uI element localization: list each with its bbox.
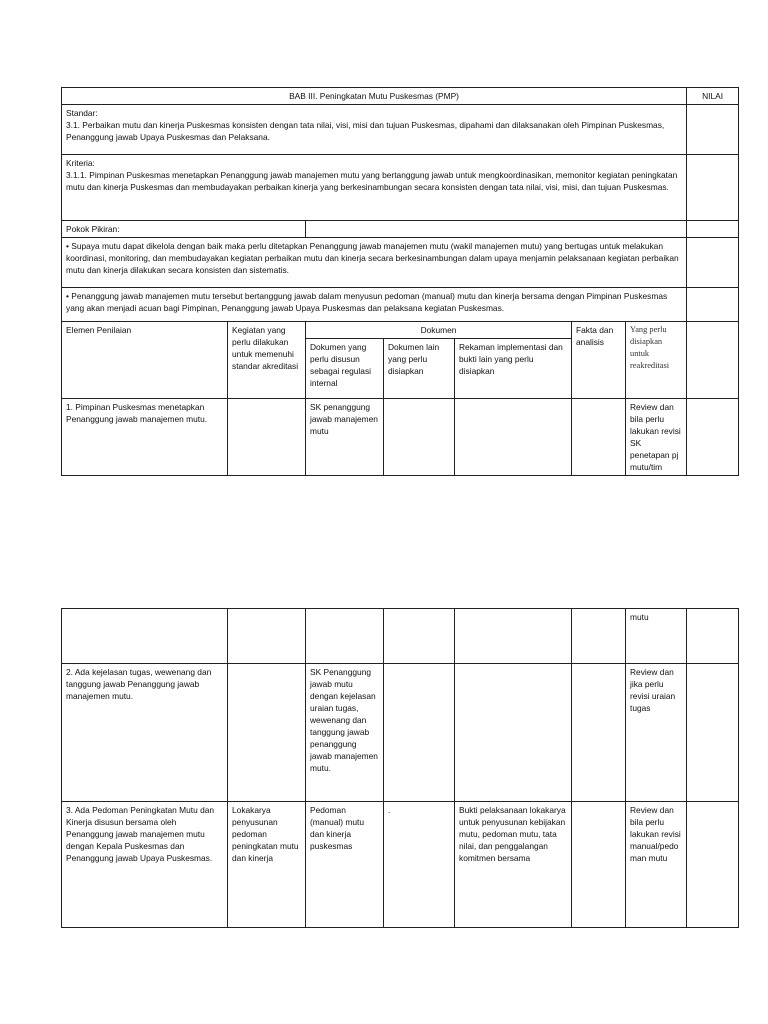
kriteria-label: Kriteria:: [66, 158, 95, 168]
row-dok-regulasi: Pedoman (manual) mutu dan kinerja puskesmas: [306, 802, 384, 928]
col-elemen: Elemen Penilaian: [62, 322, 228, 399]
row-elemen: 3. Ada Pedoman Peningkatan Mutu dan Kinerja disusun bersama oleh Penanggung jawab manajemen mutu dengan Kepala Puskesmas dan Penanggung jawab Upaya Puskesmas.: [62, 802, 228, 928]
row-elemen: 2. Ada kejelasan tugas, wewenang dan tanggung jawab Penanggung jawab manajemen mutu.: [62, 664, 228, 802]
row-disiapkan-continued: mutu: [626, 609, 687, 664]
row-nilai: [687, 802, 739, 928]
row-dok-lain: .: [384, 802, 455, 928]
standar-text: 3.1. Perbaikan mutu dan kinerja Puskesmas konsisten dengan tata nilai, visi, misi dan tujuan Puskesmas, dipahami dan dilaksanakan oleh Pimpinan Puskesmas, Penanggung jawab Upaya Puskesmas dan Pelaksana.: [66, 120, 665, 142]
row-nilai: [687, 399, 739, 476]
table-row: [62, 609, 739, 664]
row-dok-regulasi: SK penanggung jawab manajemen mutu: [306, 399, 384, 476]
standar-cell: [62, 105, 687, 155]
nilai-cell: [687, 155, 739, 221]
row-disiapkan: Review dan bila perlu lakukan revisi manual/pedoman mutu: [626, 802, 687, 928]
row-nilai: [687, 664, 739, 802]
table-row: [62, 664, 739, 802]
kriteria-text: 3.1.1. Pimpinan Puskesmas menetapkan Penanggung jawab manajemen mutu yang bertanggung jawab untuk mengkoordinasikan, memonitor kegiatan peningkatan mutu dan kinerja Puskesmas dan membudayakan perbaikan kinerja yang berkesinambungan secara konsisten dengan tata nilai, visi, misi, dan tujuan Puskesmas.: [66, 170, 678, 192]
chapter-title: BAB III. Peningkatan Mutu Puskesmas (PMP): [62, 88, 687, 105]
row-kegiatan: Lokakarya penyusunan pedoman peningkatan mutu dan kinerja: [228, 802, 306, 928]
row-dok-lain: [384, 399, 455, 476]
row-fakta: [572, 664, 626, 802]
nilai-cell: [687, 105, 739, 155]
row-disiapkan: Review dan jika perlu revisi uraian tugas: [626, 664, 687, 802]
row-elemen: 1. Pimpinan Puskesmas menetapkan Penanggung jawab manajemen mutu.: [62, 399, 228, 476]
row-dok-lain: [384, 664, 455, 802]
assessment-table-top: [61, 87, 739, 476]
pokok-bullet-1: • Supaya mutu dapat dikelola dengan baik maka perlu ditetapkan Penanggung jawab manajemen mutu (wakil manajemen mutu) yang bertugas untuk melakukan koordinasi, monitoring, dan membudayakan kegiatan perbaikan mutu dan kinerja secara berkesinambungan dalam upaya menjamin pelaksanaan kegiatan perbaikan mutu dan kinerja dilakukan secara konsisten dan sistematis.: [62, 238, 687, 288]
col-dokumen: Dokumen: [306, 322, 572, 339]
col-fakta: Fakta dan analisis: [572, 322, 626, 399]
row-dok-regulasi: SK Penanggung jawab mutu dengan kejelasan uraian tugas, wewenang dan tanggung jawab penanggung jawab manajemen mutu.: [306, 664, 384, 802]
row-rekaman: Bukti pelaksanaan lokakarya untuk penyusunan kebijakan mutu, pedoman mutu, tata nilai, dan penggalangan komitmen bersama: [455, 802, 572, 928]
row-rekaman: [455, 664, 572, 802]
pokok-label: Pokok Pikiran:: [62, 221, 306, 238]
row-fakta: [572, 802, 626, 928]
col-kegiatan: Kegiatan yang perlu dilakukan untuk memenuhi standar akreditasi: [228, 322, 306, 399]
nilai-header: NILAI: [687, 88, 739, 105]
col-dok-regulasi: Dokumen yang perlu disusun sebagai regulasi internal: [306, 339, 384, 399]
col-dok-lain: Dokumen lain yang perlu disiapkan: [384, 339, 455, 399]
table-row: [62, 802, 739, 928]
standar-label: Standar:: [66, 108, 98, 118]
col-rekaman: Rekaman implementasi dan bukti lain yang perlu disiapkan: [455, 339, 572, 399]
row-fakta: [572, 399, 626, 476]
row-kegiatan: [228, 664, 306, 802]
row-kegiatan: [228, 399, 306, 476]
row-rekaman: [455, 399, 572, 476]
assessment-table-bottom: [61, 608, 739, 928]
table-row: [62, 399, 739, 476]
col-disiapkan: Yang perlu disiapkan untuk reakreditasi: [626, 322, 687, 399]
row-disiapkan: Review dan bila perlu lakukan revisi SK penetapan pj mutu/tim: [626, 399, 687, 476]
pokok-bullet-2: • Penanggung jawab manajemen mutu tersebut bertanggung jawab dalam menyusun pedoman (manual) mutu dan kinerja bersama dengan Pimpinan Puskesmas yang akan menjadi acuan bagi Pimpinan, Penanggung jawab Upaya Puskesmas dan pelaksana kegiatan Puskesmas.: [62, 288, 687, 322]
kriteria-cell: [62, 155, 687, 221]
